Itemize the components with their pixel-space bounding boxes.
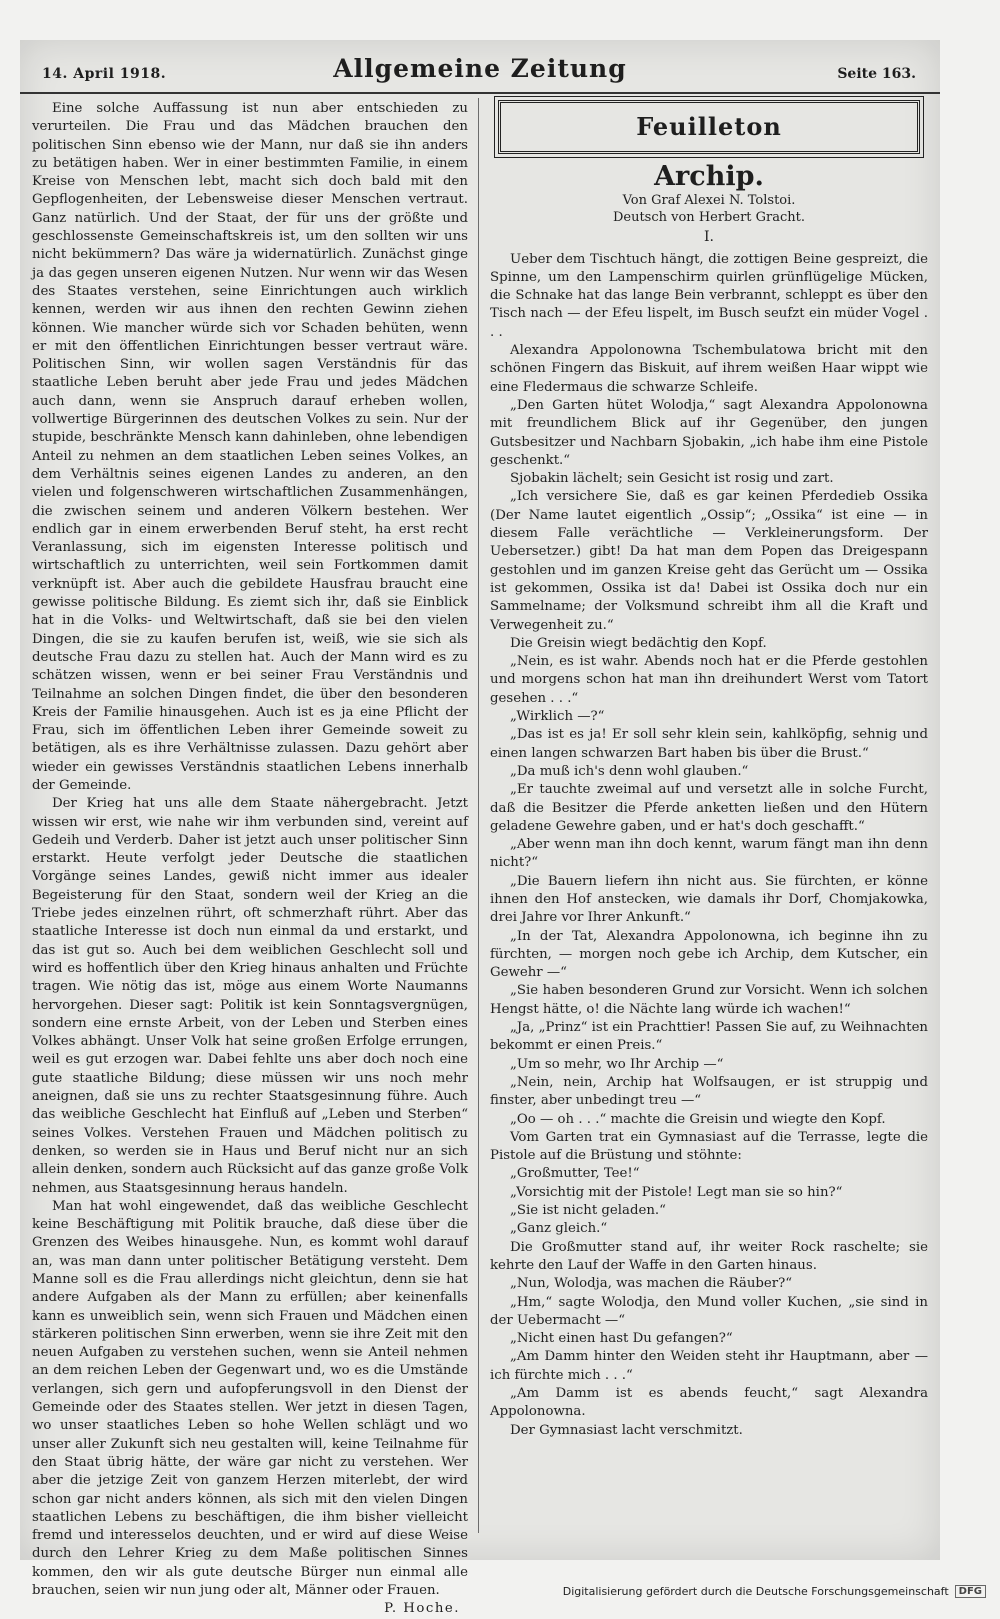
story-title: Archip.: [654, 161, 764, 192]
author-signature: P. Hoche.: [384, 1601, 460, 1617]
story-paragraph: „Den Garten hütet Wolodja,“ sagt Alexandra Appolonowna mit freundlichem Blick auf ihr Gegenüber, den jungen Gutsbesitzer und Nachbarn Sjobakin, „ich habe ihm eine Pistole geschenkt.“: [490, 397, 928, 468]
story-paragraph: „Oo — oh . . .“ machte die Greisin und wiegte den Kopf.: [510, 1111, 886, 1127]
story-paragraph: Alexandra Appolonowna Tschembulatowa bricht mit den schönen Fingern das Biskuit, auf ihrem weißen Haar wippt wie eine Fledermaus die schwarze Schleife.: [490, 343, 928, 395]
feuilleton-header-box: [498, 100, 920, 154]
story-paragraph: „Ich versichere Sie, daß es gar keinen Pferdedieb Ossika (Der Name lautet eigentlich „Ossip“; „Ossika“ ist eine — in diesem Falle verächtliche — Verkleinerungsform. Der Uebersetzer.) gibt! Da hat man dem Popen das Dreigespann gestohlen und im ganzen Kreise geht das Gerücht um — Ossika ist gekommen, Ossika ist da! Dabei ist Ossika doch nur ein Sammelname; der Volksmund schreibt ihm all die Kraft und Verwegenheit zu.“: [490, 489, 928, 633]
story-paragraph: Der Gymnasiast lacht verschmitzt.: [510, 1422, 743, 1438]
story-body: [490, 251, 928, 1440]
story-paragraph: „Das ist es ja! Er soll sehr klein sein, kahlköpfig, sehnig und einen langen schwarzen Bart haben bis über die Brust.“: [490, 727, 928, 761]
digitization-credit: [563, 1585, 986, 1598]
page-number: Seite 163.: [837, 66, 916, 82]
story-paragraph: „Ja, „Prinz“ ist ein Prachttier! Passen Sie auf, zu Weihnachten bekommt er einen Preis.“: [490, 1020, 928, 1054]
story-paragraph: „Nun, Wolodja, was machen die Räuber?“: [510, 1276, 793, 1292]
story-paragraph: „Die Bauern liefern ihn nicht aus. Sie fürchten, er könne ihnen den Hof anstecken, wie damals ihr Dorf, Chomjakowka, drei Jahre vor Ihrer Ankunft.“: [490, 873, 928, 926]
story-paragraph: „Am Damm hinter den Weiden steht ihr Hauptmann, aber — ich fürchte mich . . .“: [490, 1349, 928, 1383]
story-paragraph: Die Greisin wiegt bedächtig den Kopf.: [510, 635, 767, 651]
story-paragraph: „Ganz gleich.“: [510, 1221, 608, 1237]
chapter-number: I.: [704, 229, 714, 246]
credit-text: Digitalisierung gefördert durch die Deutsche Forschungsgemeinschaft: [562, 1585, 949, 1598]
story-paragraph: „In der Tat, Alexandra Appolonowna, ich beginne ihn zu fürchten, — morgen noch gebe ich Archip, dem Kutscher, ein Gewehr —“: [490, 928, 928, 981]
column-divider: [478, 98, 479, 1533]
story-paragraph: Die Großmutter stand auf, ihr weiter Rock raschelte; sie kehrte den Lauf der Waffe in den Garten hinaus.: [490, 1239, 928, 1273]
story-paragraph: Vom Garten trat ein Gymnasiast auf die Terrasse, legte die Pistole auf die Brüstung und stöhnte:: [490, 1129, 928, 1164]
right-column-feuilleton: [490, 100, 928, 1440]
dfg-logo: DFG: [955, 1585, 986, 1598]
story-paragraph: „Um so mehr, wo Ihr Archip —“: [510, 1056, 724, 1072]
story-paragraph: „Nein, nein, Archip hat Wolfsaugen, er ist struppig und finster, aber unbedingt treu —“: [490, 1074, 928, 1109]
issue-date: 14. April 1918.: [42, 66, 167, 82]
story-paragraph: „Nein, es ist wahr. Abends noch hat er die Pferde gestohlen und morgens schon hat man ihn dreihundert Werst vom Tatort gesehen . . .“: [490, 654, 928, 706]
story-paragraph: „Nicht einen hast Du gefangen?“: [510, 1331, 733, 1347]
author-line: Von Graf Alexei N. Tolstoi.: [622, 193, 796, 209]
story-paragraph: „Am Damm ist es abends feucht,“ sagt Alexandra Appolonowna.: [490, 1386, 928, 1420]
story-paragraph: Sjobakin lächelt; sein Gesicht ist rosig und zart.: [510, 471, 834, 487]
newspaper-title: Allgemeine Zeitung: [333, 54, 627, 83]
section-title: Feuilleton: [636, 111, 782, 141]
story-paragraph: „Sie ist nicht geladen.“: [510, 1203, 666, 1219]
story-paragraph: „Er tauchte zweimal auf und versetzt alle in solche Furcht, daß die Besitzer die Pferde anketten ließen und den Hütern geladene Gewehre gaben, und er hat's doch geschafft.“: [490, 782, 928, 834]
left-column-article: [32, 100, 468, 1619]
story-paragraph: „Wirklich —?“: [510, 709, 605, 725]
story-paragraph: „Sie haben besonderen Grund zur Vorsicht. Wenn ich solchen Hengst hätte, o! die Nächte lang würde ich wachen!“: [490, 983, 928, 1017]
story-paragraph: „Hm,“ sagte Wolodja, den Mund voller Kuchen, „sie sind in der Uebermacht —“: [490, 1294, 928, 1328]
story-paragraph: „Vorsichtig mit der Pistole! Legt man sie so hin?“: [510, 1184, 843, 1200]
story-paragraph: Ueber dem Tischtuch hängt, die zottigen Beine gespreizt, die Spinne, um den Lampenschirm quirlen grünflügelige Mücken, die Schnake hat das lange Bein verbrannt, schleppt es über den Tisch nach — der Efeu lispelt, im Busch seufzt ein müder Vogel . . .: [490, 251, 928, 340]
article-paragraph: Der Krieg hat uns alle dem Staate nähergebracht. Jetzt wissen wir erst, wie nahe wir ihm verbunden sind, vereint auf Gedeih und Verderb. Daher ist jetzt auch unser politischer Sinn erstarkt. Heute verfolgt jeder Deutsche die staatlichen Vorgänge seines Landes, gewiß nicht immer aus idealer Begeisterung für den Staat, sondern weil der Krieg an die Triebe jedes einzelnen rührt, oft schmerzhaft rührt. Aber das staatliche Interesse ist doch nun einmal da und erstarkt, und das ist gut so. Auch bei dem weiblichen Geschlecht soll und wird es hoffentlich über den Krieg hinaus anhalten und Früchte tragen. Wie nötig das ist, möge aus einem Worte Naumanns hervorgehen. Dieser sagt: Politik ist kein Sonntagsvergnügen, sondern eine ernste Arbeit, von der Leben und Sterben eines Volkes abhängt. Unser Volk hat seine großen Erfolge errungen, weil es gut erzogen war. Dabei fehlte uns aber doch noch eine gute staatliche Bildung; diese müssen wir uns noch mehr aneignen, daß sie uns zu rechter Staatsgesinnung führe. Auch das weibliche Geschlecht hat Einfluß auf „Leben und Sterben“ seines Volkes. Verstehen Frauen und Mädchen politisch zu denken, so werden sie in Haus und Beruf nicht nur an sich allein denken, sondern auch Rücksicht auf das ganze große Volk nehmen, aus Staatsgesinnung heraus handeln.: [32, 796, 468, 1196]
story-paragraph: „Großmutter, Tee!“: [510, 1166, 640, 1182]
article-paragraph: Eine solche Auffassung ist nun aber entschieden zu verurteilen. Die Frau und das Mädchen brauchen den politischen Sinn ebenso wie der Mann, nur daß sie ihn anders zu betätigen haben. Wer in einer bestimmten Familie, in einem Kreise von Menschen lebt, macht sich doch bald mit den Gepflogenheiten, der Lebensweise dieser Menschen vertraut. Ganz natürlich. Und der Staat, der für uns der größte und geschlossenste Gemeinschaftskreis ist, um den sollten wir uns nicht bekümmern? Das wäre ja widernatürlich. Zunächst ginge ja das gegen unseren eigenen Nutzen. Nur wenn wir das Wesen des Staates verstehen, seine Einrichtungen auch wirklich kennen, werden wir aus ihnen den rechten Gewinn ziehen können. Wie mancher würde sich vor Schaden behüten, wenn er mit den öffentlichen Einrichtungen besser vertraut wäre. Politischen Sinn, wir wollen sagen Verständnis für das staatliche Leben beruht aber jede Frau und jedes Mädchen auch dann, wenn sie Anspruch darauf erheben wollen, vollwertige Bürgerinnen des deutschen Volkes zu sein. Nur der stupide, beschränkte Mensch kann dahinleben, ohne lebendigen Anteil zu nehmen an dem staatlichen Leben seines Volkes, an dem Verhältnis seines eigenen Landes zu anderen, an den vielen und folgenschweren wirtschaftlichen Zusammenhängen, die zwischen seinem und anderen Völkern bestehen. Wer endlich gar in einem erwerbenden Beruf steht, ha erst recht Veranlassung, sich im eigensten Interesse politisch und wirtschaftlich zu unterrichten, weil sein Fortkommen damit verknüpft ist. Aber auch die gebildete Hausfrau braucht eine gewisse politische Bildung. Es ziemt sich ihr, daß sie Einblick hat in die Volks- und Weltwirtschaft, daß sie bei den vielen Dingen, die sie zu kaufen berufen ist, weiß, wie sie sich als deutsche Frau dazu zu stellen hat. Auch der Mann wird es zu schätzen wissen, wenn er bei seiner Frau Verständnis und Teilnahme an solchen Dingen findet, die über den besonderen Kreis der Familie hinausgehen. Auch ist es ja eine Pflicht der Frau, sich im öffentlichen Leben ihrer Gemeinde soweit zu betätigen, als es ihre Verhältnisse zulassen. Dazu gehört aber wieder ein gewisses Verständnis staatlichen Lebens innerhalb der Gemeinde.: [32, 101, 468, 793]
translator-line: Deutsch von Herbert Gracht.: [612, 210, 806, 226]
masthead: [20, 52, 940, 94]
story-paragraph: „Aber wenn man ihn doch kennt, warum fängt man ihn denn nicht?“: [490, 837, 928, 871]
article-paragraph: Man hat wohl eingewendet, daß das weibliche Geschlecht keine Beschäftigung mit Politik brauche, daß diese über die Grenzen des Weibes hinausgehe. Nun, es kommt wohl darauf an, was man dann unter politischer Betätigung versteht. Dem Manne soll es die Frau allerdings nicht gleichtun, denn sie hat andere Aufgaben als der Mann zu erfüllen; aber keinenfalls kann es unweiblich sein, wenn sich Frauen und Mädchen einen stärkeren politischen Sinn erwerben, wenn sie ihre Zeit mit den neuen Aufgaben zu verstehen suchen, wenn sie Anteil nehmen an dem reichen Leben der Gegenwart und, wo es die Umstände verlangen, sich gern und aufopferungsvoll in den Dienst der Gemeinde oder des Staates stellen. Wer jetzt in diesen Tagen, wo unser staatliches Leben so hohe Wellen schlägt und wo unser aller Zukunft sich neu gestalten will, keine Teilnahme für den Staat übrig hätte, der wäre gar nicht zu verstehen. Wer aber die jetzige Zeit von ganzem Herzen miterlebt, der wird schon gar nicht anders können, als sich mit den vielen Dingen staatlichen Lebens zu beschäftigen, die ihm bisher vielleicht fremd und interesselos deuchten, und er wird auf diese Weise durch den Lehrer Krieg zu dem Maße politischen Sinnes kommen, den wir als gute deutsche Bürger nun einmal alle brauchen, seien wir nun jung oder alt, Männer oder Frauen.: [32, 1198, 468, 1599]
story-paragraph: „Da muß ich's denn wohl glauben.“: [510, 763, 749, 779]
